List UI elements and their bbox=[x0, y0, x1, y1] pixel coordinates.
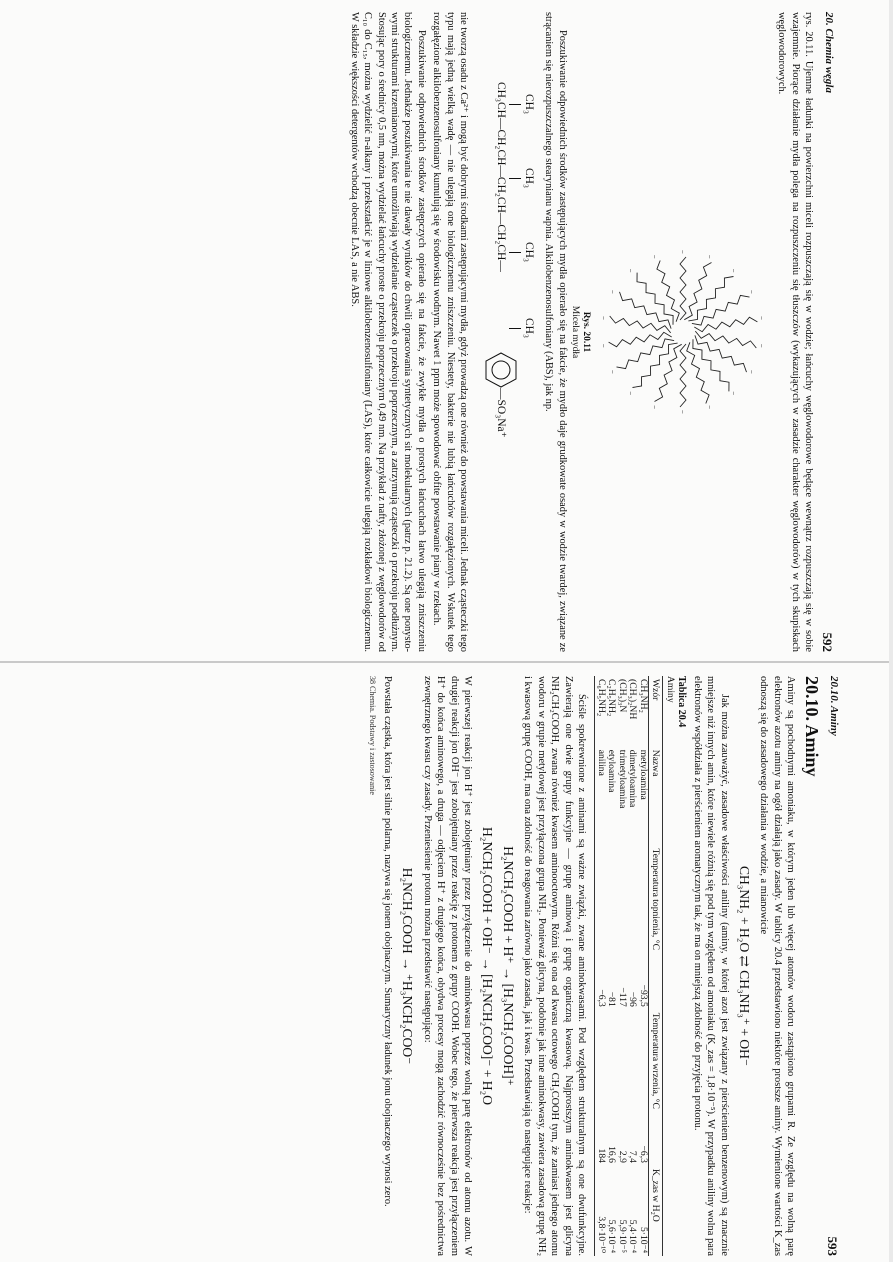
col-header-melting-point: Temperatura topnienia, °C bbox=[648, 846, 662, 1010]
charged-head-icon: − bbox=[756, 343, 765, 348]
charged-head-icon: − bbox=[747, 290, 756, 294]
charged-head-icon: − bbox=[650, 254, 659, 259]
table-cell: etyloamina bbox=[606, 749, 618, 793]
abs-drawback-paragraph: nie tworzą osadu z Ca²⁺ i mogą być dobrymi środkami zastępującymi mydła, gdyż prowadzą one również do powstawania miceli. Jednak cząsteczki tego typu mają jedną wielką wadę — nie ulegają one biologicznemu zniszczeniu. Niestety, bakterie nie lubią łańcuchów rozgałęzionych. Wskutek tego rozgałęzione alkilobenzenosulfoniany kumulują się w środowisku wodnym. Nawet 1 ppm może spowodować obfite powstawanie piany w rzekach. bbox=[431, 12, 469, 652]
table-cell: 16,6 bbox=[606, 1146, 618, 1163]
hydrocarbon-chain bbox=[632, 343, 677, 387]
hydrocarbon-chain bbox=[694, 317, 757, 332]
table-row bbox=[616, 676, 627, 1256]
table-cell: C₆H₅NH₂ bbox=[595, 679, 607, 717]
charged-head-icon: − bbox=[626, 268, 635, 273]
hydrocarbon-chain bbox=[609, 316, 670, 333]
right-page-header bbox=[824, 676, 840, 1256]
scan-edge bbox=[889, 0, 893, 1262]
sulfonate-group: —SO₃Na⁺ bbox=[494, 388, 507, 438]
table-cell: 7,4 bbox=[627, 1150, 639, 1163]
abs-structural-formula bbox=[476, 82, 536, 652]
amines-table-block bbox=[594, 676, 687, 1256]
table-header-row bbox=[648, 676, 662, 1256]
methylamine-equation: CH₃NH₂ + H₂O ⇄ CH₃NH₃⁺ + OH⁻ bbox=[736, 865, 752, 1067]
table-cell: 5,4·10⁻⁴ bbox=[627, 1219, 639, 1253]
hydrocarbon-chain bbox=[693, 339, 729, 391]
hydrocarbon-chain bbox=[692, 295, 750, 325]
table-row bbox=[606, 676, 617, 1256]
table-cell: CH₃NH₂ bbox=[637, 679, 649, 713]
figure-number: Rys. 20.11 bbox=[580, 311, 591, 353]
proton-transfer-paragraph: W pierwszej reakcji jon H⁺ jest zobojętniany przez przyłączenie do aminokwasu poprzez wolną parę elektronów od atomu azotu. W drugiej reakcji jon OH⁻ jest zobojętniany przez reakcję z protonem z grupy COOH. Wobec tego, że pierwsza reakcja jest przyłączeniem H⁺ do końca aminowego, a druga — odjęciem H⁺ z drugiego końca, obydwa procesy mogą zachodzić równocześnie bez pośrednictwa zewnętrznego kwasu czy zasady. Przeniesienie protonu można przedstawić następująco: bbox=[421, 676, 474, 1256]
charged-head-icon: − bbox=[729, 391, 738, 396]
table-cell: dimetyloamina bbox=[627, 749, 639, 808]
table-cell: anilina bbox=[595, 749, 607, 776]
right-chapter-title: 20.10. Aminy bbox=[828, 676, 840, 736]
charged-head-icon: − bbox=[650, 405, 659, 410]
hydrocarbon-chain bbox=[695, 331, 756, 348]
charged-head-icon: − bbox=[598, 316, 607, 321]
table-row bbox=[595, 676, 606, 1256]
las-paragraph: Poszukiwanie odpowiednich środków zastępczych opierało się na fakcie, że zwykłe mydła o prostych łańcuchach łatwo ulegają zniszczeniu biologicznemu. Jednakże poszukiwania te nie dawały wyników do chwili opracowania syntetycznych sit molekularnych (patrz p. 21.2). Są one ponysto-wymi strukturami krzemianowymi, które umożliwiają wydzielanie cząsteczek o przekroju poprzecznym, a zatrzymują cząsteczki o przekroju podłużnym. Stosując pory o średnicy 0,5 nm, można wydzielać łańcuchy proste o przekroju poprzecznym 0,49 nm. Na przykład z nafty, złożonej z węglowodorów od C₁₀ do C₁₅, można wydzielić n-alkany i przekształcić je w liniowe alkilobenzenosulfoniany (LAS), które całkowicie ulegają rozkładowi biologicznemu. W składzie większości detergentów wchodzą obecnie LAS, a nie ABS. bbox=[348, 12, 427, 652]
figure-caption-text: Micela mydła bbox=[569, 305, 580, 359]
table-row bbox=[637, 676, 648, 1256]
formula-chain: CH₃CH—CH₂CH—CH₂CH—CH₂CH— bbox=[494, 82, 507, 272]
substituent-2: CH₃ bbox=[522, 168, 535, 188]
right-page-number: 593 bbox=[825, 1236, 840, 1256]
zwitterion-paragraph: Powstała cząstka, która jest silnie polarna, nazywa się jonem obojnaczym. Sumaryczny ładunek jonu obojnaczego wynosi zero. bbox=[382, 676, 394, 1207]
left-chapter-title: 20. Chemia węgla bbox=[823, 12, 835, 93]
col-header-name: Nazwa bbox=[648, 747, 662, 846]
charged-head-icon: − bbox=[598, 343, 607, 348]
substituent-4: CH₃ bbox=[522, 318, 535, 338]
aniline-paragraph: Jak można zauważyć, zasadowe właściwości aniliny (aminy, w której azot jest związany z pierścieniem benzenowym) są znacznie mniejsze niż innych amin, które niewiele różnią się pod tym względem od amoniaku (K_zas = 1,8·10⁻⁵). W przypadku aniliny wolna para elektronów współdziała z pierścieniem aromatycznym tak, że ma on mniejszą zdolność do przyjęcia protonu. bbox=[691, 676, 730, 1256]
table-row bbox=[627, 676, 638, 1256]
substituent-3: CH₃ bbox=[522, 242, 535, 262]
charged-head-icon: − bbox=[626, 391, 635, 396]
table-cell: −6,3 bbox=[595, 989, 607, 1007]
table-cell: 184 bbox=[595, 1148, 607, 1163]
table-cell: 5,9·10⁻⁵ bbox=[616, 1219, 628, 1253]
table-cell: −117 bbox=[616, 987, 628, 1007]
amines-table bbox=[594, 676, 663, 1256]
hydrocarbon-chain bbox=[657, 261, 679, 322]
charged-head-icon: − bbox=[677, 250, 686, 254]
charged-head-icon: − bbox=[677, 410, 686, 414]
table-cell: 5·10⁻⁴ bbox=[637, 1227, 649, 1253]
section-title: 20.10. Aminy bbox=[802, 676, 822, 777]
micelle-intro-text: rys. 20.11. Ujemne ładunki na powierzchni miceli rozpuszczają się w wodzie; łańcuchy węglowodorowe będące wewnątrz rozpuszczają się w sobie wzajemnie. Piorące działanie mydła polega na rozpuszczeniu się tłuszczów (wykazujących w zasadzie charakter węglowodorów) w tych skupiskach węglowodorowych. bbox=[776, 12, 814, 652]
table-cell: trimetyloamina bbox=[616, 749, 628, 809]
charged-head-icon: − bbox=[705, 405, 714, 410]
hydrocarbon-chain bbox=[680, 344, 686, 407]
table-cell: C₂H₅NH₂ bbox=[606, 679, 618, 717]
right-book-page bbox=[40, 676, 840, 1256]
charged-head-icon: − bbox=[608, 290, 617, 294]
charged-head-icon: − bbox=[608, 370, 617, 374]
hydrocarbon-chain bbox=[686, 342, 708, 403]
hydrocarbon-chain bbox=[680, 257, 686, 320]
substituent-1: CH₃ bbox=[522, 94, 535, 114]
table-cell: −96 bbox=[627, 991, 639, 1007]
benzene-ring-icon bbox=[484, 352, 518, 388]
table-cell: −6,3 bbox=[637, 1145, 649, 1163]
charged-head-icon: − bbox=[756, 316, 765, 321]
table-cell: (CH₃)₂NH bbox=[627, 679, 639, 720]
left-page-header bbox=[819, 12, 835, 652]
page-fold-line bbox=[0, 661, 893, 663]
glycine-base-equation: H₂NCH₂COOH + OH⁻ → [H₂NCH₂COO]⁻ + H₂O bbox=[480, 826, 496, 1105]
amines-intro-paragraph: Aminy są pochodnymi amoniaku, w którym jeden lub więcej atomów wodoru zastąpiono grupami R. Ze względu na wolną parę elektronów azotu aminy na ogół działają jako zasady. W tablicy 20.4 przedstawiono niektóre prostsze aminy. Wymienione wartości K_zas odnoszą się do zasadowego działania w wodzie, a mianowicie bbox=[758, 676, 796, 1256]
table-cell: −81 bbox=[606, 991, 618, 1007]
table-cell: (CH₃)₃N bbox=[616, 679, 628, 713]
col-header-kzas: K_zas w H₂O bbox=[648, 1166, 662, 1256]
left-page-number: 592 bbox=[820, 632, 835, 652]
hydrocarbon-chain bbox=[608, 332, 671, 347]
page-footer: 38 Chemia. Podstawy i zastosowanie bbox=[368, 676, 377, 795]
table-title: Tablica 20.4 bbox=[675, 676, 687, 728]
table-cell: 2,9 bbox=[616, 1150, 628, 1163]
abs-paragraph: Poszukiwanie odpowiednich środków zastępujących mydła opierało się na fakcie, że mydło daje grudkowate osady w wodzie twardej, związane ze strącaniem się nierozpuszczalnego stearynianu wapnia. Alkilobenzenosulfoniany (ABS), jak np. bbox=[543, 12, 568, 652]
figure-caption bbox=[569, 12, 591, 652]
hydrocarbon-chain bbox=[654, 344, 681, 401]
col-header-formula: Wzór bbox=[648, 676, 662, 747]
hydrocarbon-chain bbox=[688, 277, 733, 321]
charged-head-icon: − bbox=[747, 370, 756, 374]
table-cell: metyloamina bbox=[637, 749, 649, 800]
micelle-diagram bbox=[593, 232, 773, 432]
left-book-page bbox=[55, 12, 835, 652]
hydrocarbon-chain bbox=[684, 263, 711, 320]
micelle-figure bbox=[593, 12, 773, 652]
table-cell: −93,5 bbox=[637, 984, 649, 1007]
zwitterion-equation: H₂NCH₂COOH → ⁺H₃NCH₂COO⁻ bbox=[400, 867, 416, 1065]
charged-head-icon: − bbox=[729, 268, 738, 273]
glycine-acid-equation: H₂NCH₂COOH + H⁺ → [H₃NCH₂COOH]⁺ bbox=[501, 846, 517, 1086]
table-subtitle: Aminy bbox=[664, 676, 676, 703]
charged-head-icon: − bbox=[705, 254, 714, 259]
hydrocarbon-chain bbox=[616, 339, 674, 369]
table-cell: 5,6·10⁻⁴ bbox=[606, 1219, 618, 1253]
amino-acids-paragraph: Ściśle spokrewnione z aminami są ważne związki, zwane aminokwasami. Pod względem strukturalnym są one dwufunkcyjne. Zawierają one dwie grupy funkcyjne — grupę aminową i grupę organiczną kwasową. Najprostszym aminokwasem jest glicyna NH₂CH₂COOH, zwana również kwasem aminooctowym. Różni się ona od kwasu octowego CH₃COOH tym, że zamiast jednego atomu wodoru w grupie metylowej jest przyłączona grupa NH₂. Ponieważ glicyna, podobnie jak inne aminokwasy, zawiera zasadową grupę NH₂ i kwasową grupę COOH, ma ona zdolność do reagowania zarówno jako zasada, jak i kwas. Przedstawiają to następujące reakcje: bbox=[522, 676, 588, 1256]
col-header-boiling-point: Temperatura wrzenia, °C bbox=[648, 1010, 662, 1166]
table-cell: 3,8·10⁻¹⁰ bbox=[595, 1216, 607, 1253]
hydrocarbon-chain bbox=[637, 273, 673, 325]
